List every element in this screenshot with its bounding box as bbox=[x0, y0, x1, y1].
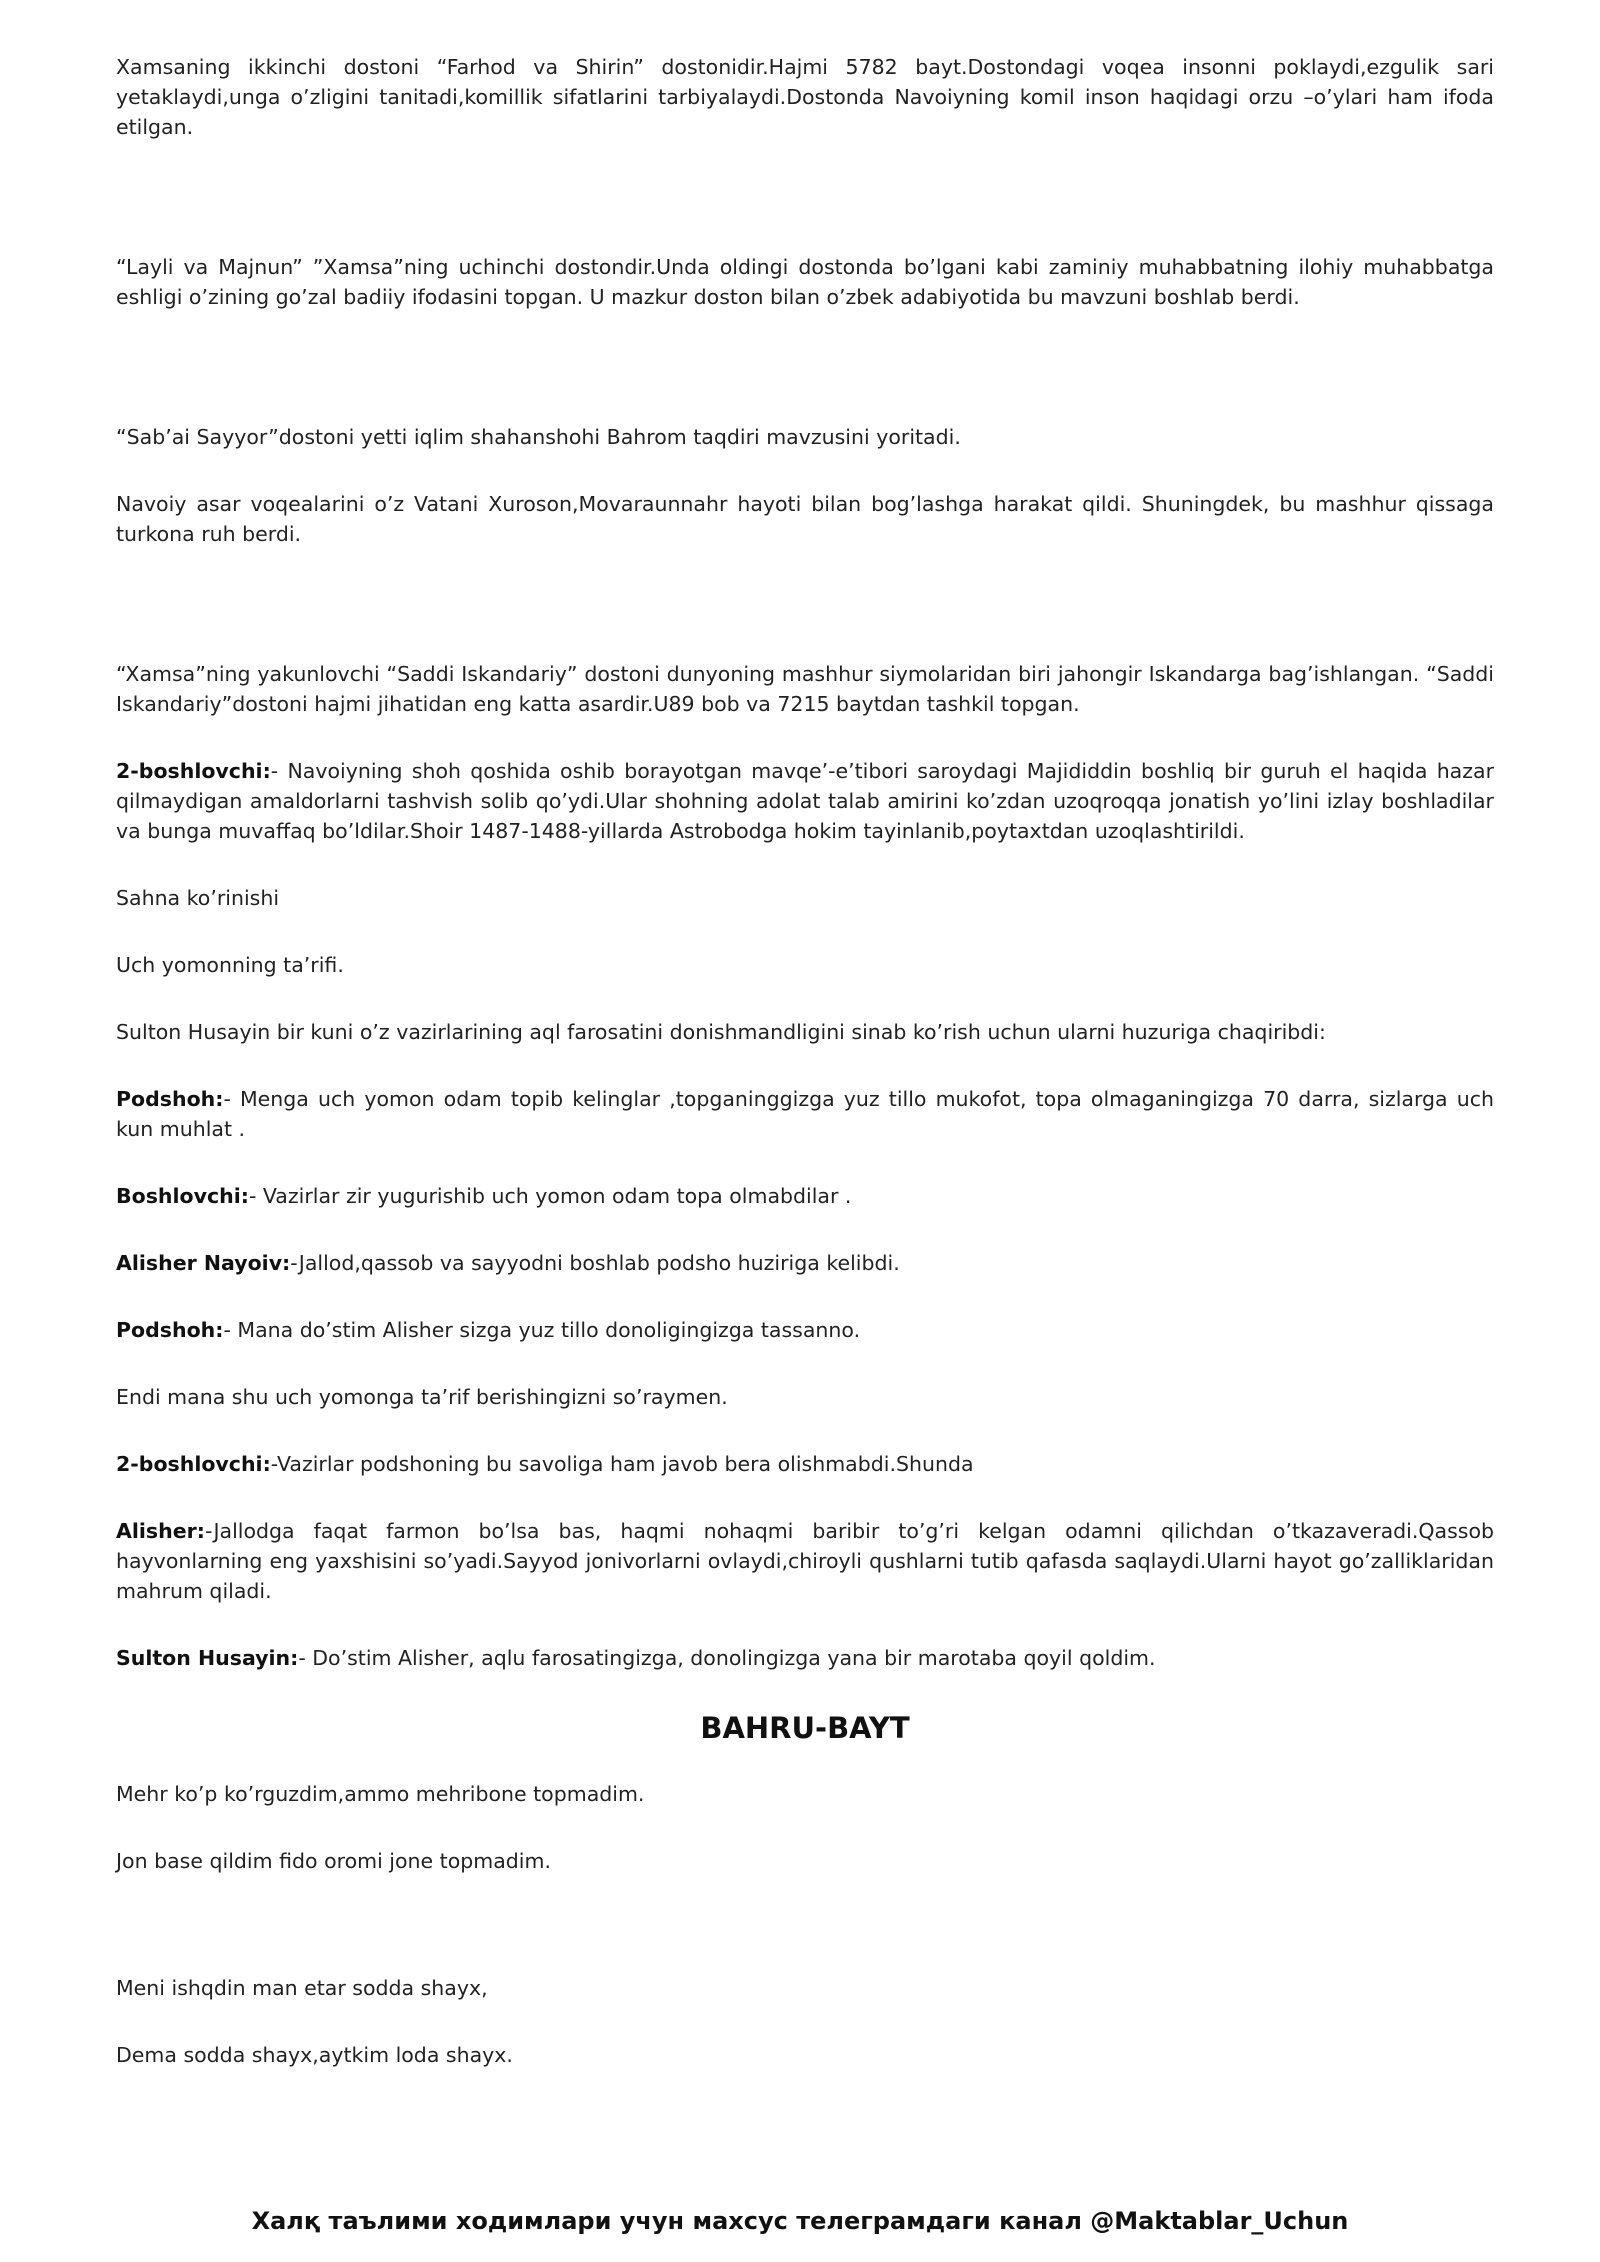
paragraph-saddi-iskandariy: “Xamsa”ning yakunlovchi “Saddi Iskandariy” dostoni dunyoning mashhur siymolaridan biri jahongir Iskandarga bag’ishlangan. “Saddi Iskandariy”dostoni hajmi jihatidan eng katta asardir.U89 bob va 7215 baytdan tashkil topgan. bbox=[116, 662, 1494, 716]
paragraph-endi: Endi mana shu uch yomonga ta’rif berishingizni so’raymen. bbox=[116, 1385, 728, 1409]
paragraph-uch-yomon: Uch yomonning ta’rifi. bbox=[116, 953, 344, 977]
speaker-label: 2-boshlovchi: bbox=[116, 1452, 271, 1476]
dialogue-line: Alisher Nayoiv:-Jallod,qassob va sayyodni boshlab podsho huziriga kelibdi. bbox=[116, 1251, 900, 1275]
dialogue-line: Podshoh:- Mana do’stim Alisher sizga yuz tillo donoligingizga tassanno. bbox=[116, 1318, 861, 1342]
section-title: BAHRU-BAYT bbox=[700, 1711, 910, 1745]
speaker-label: Alisher: bbox=[116, 1519, 205, 1543]
verse-line: Meni ishqdin man etar sodda shayx, bbox=[116, 1976, 488, 2000]
verse-line: Dema sodda shayx,aytkim loda shayx. bbox=[116, 2043, 513, 2067]
paragraph-farhod-shirin: Xamsaning ikkinchi dostoni “Farhod va Shirin” dostonidir.Hajmi 5782 bayt.Dostondagi voqea insonni poklaydi,ezgulik sari yetaklaydi,unga o’zligini tanitadi,komillik sifatlarini tarbiyalaydi.Dostonda Navoiyning komil inson haqidagi orzu –o’ylari ham ifoda etilgan. bbox=[116, 55, 1494, 139]
paragraph-sahna: Sahna ko’rinishi bbox=[116, 886, 280, 910]
dialogue-line: Boshlovchi:- Vazirlar zir yugurishib uch yomon odam topa olmabdilar . bbox=[116, 1184, 852, 1208]
footer-channel-caption: Халқ таълими ходимлари учун махсус телеграмдаги канал @Maktablar_Uchun bbox=[251, 2207, 1349, 2235]
verse-line: Jon base qildim fido oromi jone topmadim. bbox=[116, 1849, 551, 1873]
speaker-label: Podshoh: bbox=[116, 1087, 224, 1111]
dialogue-line: 2-boshlovchi:- Navoiyning shoh qoshida oshib borayotgan mavqe’-e’tibori saroydagi Majididdin boshliq bir guruh el haqida hazar qilmaydigan amaldorlarni tashvish solib qo’ydi.Ular shohning adolat talab amirini ko’zdan uzoqroqqa jonatish yo’lini izlay boshladilar va bunga muvaffaq bo’ldilar.Shoir 1487-1488-yillarda Astrobodga hokim tayinlanib,poytaxtdan uzoqlashtirildi. bbox=[116, 759, 1494, 843]
paragraph-sabai-sayyor: “Sab’ai Sayyor”dostoni yetti iqlim shahanshohi Bahrom taqdiri mavzusini yoritadi. bbox=[116, 425, 961, 449]
paragraph-navoiy-vatan: Navoiy asar voqealarini o’z Vatani Xuroson,Movaraunnahr hayoti bilan bog’lashga harakat qildi. Shuningdek, bu mashhur qissaga turkona ruh berdi. bbox=[116, 492, 1494, 546]
paragraph-layli-majnun: “Layli va Majnun” ”Xamsa”ning uchinchi dostondir.Unda oldingi dostonda bo’lgani kabi zaminiy muhabbatning ilohiy muhabbatga eshligi o’zining go’zal badiiy ifodasini topgan. U mazkur doston bilan o’zbek adabiyotida bu mavzuni boshlab berdi. bbox=[116, 255, 1494, 309]
speaker-label: 2-boshlovchi: bbox=[116, 759, 271, 783]
speaker-label: Boshlovchi: bbox=[116, 1184, 249, 1208]
verse-line: Mehr ko’p ko’rguzdim,ammo mehribone topmadim. bbox=[116, 1782, 645, 1806]
dialogue-line: Alisher:-Jallodga faqat farmon bo’lsa bas, haqmi nohaqmi baribir to’g’ri kelgan odamni qilichdan o’tkazaveradi.Qassob hayvonlarning eng yaxshisini so’yadi.Sayyod jonivorlarni ovlaydi,chiroyli qushlarni tutib qafasda saqlaydi.Ularni hayot go’zalliklaridan mahrum qiladi. bbox=[116, 1519, 1494, 1603]
speaker-label: Podshoh: bbox=[116, 1318, 224, 1342]
paragraph-sulton-husayin: Sulton Husayin bir kuni o’z vazirlarining aql farosatini donishmandligini sinab ko’rish uchun ularni huzuriga chaqiribdi: bbox=[116, 1020, 1326, 1044]
speaker-label: Sulton Husayin: bbox=[116, 1646, 299, 1670]
dialogue-line: 2-boshlovchi:-Vazirlar podshoning bu savoliga ham javob bera olishmabdi.Shunda bbox=[116, 1452, 974, 1476]
dialogue-line: Sulton Husayin:- Do’stim Alisher, aqlu farosatingizga, donolingizga yana bir marotaba qoyil qoldim. bbox=[116, 1646, 1156, 1670]
speaker-label: Alisher Nayoiv: bbox=[116, 1251, 291, 1275]
document-body bbox=[116, 52, 1494, 2107]
dialogue-line: Podshoh:- Menga uch yomon odam topib kelinglar ,topganinggizga yuz tillo mukofot, topa olmaganingizga 70 darra, sizlarga uch kun muhlat . bbox=[116, 1087, 1494, 1141]
